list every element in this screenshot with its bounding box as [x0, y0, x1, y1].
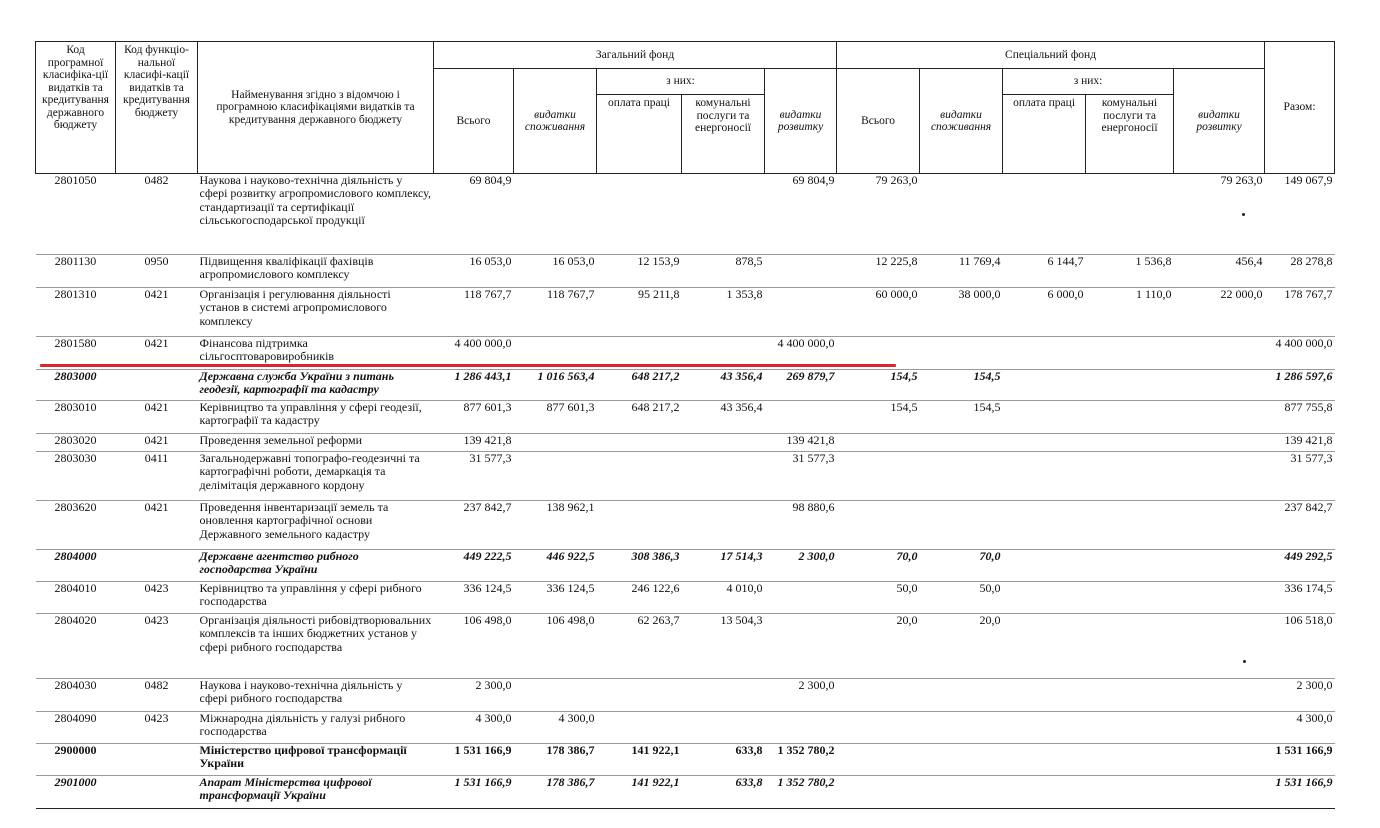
cell-general-utilities [682, 174, 765, 255]
cell-special-salary [1003, 776, 1086, 809]
cell-special-consumption [920, 679, 1003, 712]
cell-name: Загальнодержавні топографо-геодезичні та картографічні роботи, демаркація та делімітація державного кордону [198, 452, 434, 501]
cell-program-code: 2803010 [36, 401, 116, 434]
cell-sum: 4 400 000,0 [1265, 337, 1335, 370]
cell-special-consumption [920, 776, 1003, 809]
cell-name: Організація діяльності рибовідтворювальних комплексів та інших бюджетних установ у сфері рибного господарства [198, 614, 434, 679]
cell-special-consumption [920, 174, 1003, 255]
table-row [36, 401, 1380, 434]
table-row [36, 452, 1380, 501]
cell-special-utilities [1086, 434, 1174, 452]
header-general-fund: Загальний фонд [434, 42, 837, 69]
cell-general-consumption: 118 767,7 [514, 288, 597, 337]
cell-special-total [837, 776, 920, 809]
cell-special-utilities [1086, 776, 1174, 809]
cell-program-code: 2900000 [36, 744, 116, 776]
cell-special-salary [1003, 501, 1086, 550]
cell-general-utilities: 43 356,4 [682, 370, 765, 401]
header-special-salary: оплата праці [1003, 95, 1086, 174]
cell-special-salary [1003, 370, 1086, 401]
cell-special-development [1174, 401, 1265, 434]
cell-sum: 178 767,7 [1265, 288, 1335, 337]
cell-function-code: 0421 [116, 288, 198, 337]
cell-general-total: 1 286 443,1 [434, 370, 514, 401]
cell-special-utilities [1086, 337, 1174, 370]
cell-special-development [1174, 712, 1265, 744]
cell-general-salary: 12 153,9 [597, 255, 682, 288]
cell-name: Державна служба України з питань геодезії, картографії та кадастру [198, 370, 434, 401]
cell-name: Проведення інвентаризації земель та оновлення картографічної основи Державного земельного кадастру [198, 501, 434, 550]
cell-general-consumption [514, 174, 597, 255]
cell-special-development [1174, 550, 1265, 582]
cell-general-development: 4 400 000,0 [765, 337, 837, 370]
table-row [36, 434, 1380, 452]
cell-name: Організація і регулювання діяльності установ в системі агропромислового комплексу [198, 288, 434, 337]
cell-special-salary: 6 000,0 [1003, 288, 1086, 337]
header-function-code: Код функціо-нальної класифі-кації видатків та кредитування бюджету [116, 42, 198, 174]
table-row [36, 744, 1380, 776]
cell-name: Наукова і науково-технічна діяльність у сфері рибного господарства [198, 679, 434, 712]
cell-special-total [837, 434, 920, 452]
cell-name: Фінансова підтримка сільгосптоваровиробників [198, 337, 434, 370]
cell-special-utilities [1086, 550, 1174, 582]
cell-general-development [765, 712, 837, 744]
cell-general-utilities [682, 452, 765, 501]
cell-general-consumption: 138 962,1 [514, 501, 597, 550]
cell-function-code [116, 370, 198, 401]
cell-function-code: 0423 [116, 614, 198, 679]
cell-sum: 877 755,8 [1265, 401, 1335, 434]
cell-general-salary [597, 434, 682, 452]
cell-special-development: 22 000,0 [1174, 288, 1265, 337]
cell-sum: 1 531 166,9 [1265, 744, 1335, 776]
cell-special-total: 79 263,0 [837, 174, 920, 255]
cell-general-total: 1 531 166,9 [434, 776, 514, 809]
header-name: Найменування згідно з відомчою і програмною класифікаціями видатків та кредитування державного бюджету [198, 42, 434, 174]
cell-general-development [765, 288, 837, 337]
cell-sum: 28 278,8 [1265, 255, 1335, 288]
cell-function-code: 0421 [116, 337, 198, 370]
cell-special-development [1174, 337, 1265, 370]
cell-sum: 4 300,0 [1265, 712, 1335, 744]
table-row [36, 679, 1380, 712]
cell-general-utilities [682, 712, 765, 744]
cell-function-code: 0482 [116, 174, 198, 255]
cell-general-development [765, 255, 837, 288]
cell-general-utilities [682, 434, 765, 452]
table-row [36, 550, 1380, 582]
cell-special-development [1174, 501, 1265, 550]
header-general-salary: оплата праці [597, 95, 682, 174]
cell-general-development: 31 577,3 [765, 452, 837, 501]
cell-special-total: 60 000,0 [837, 288, 920, 337]
cell-general-consumption: 1 016 563,4 [514, 370, 597, 401]
cell-special-salary [1003, 337, 1086, 370]
cell-general-total: 877 601,3 [434, 401, 514, 434]
cell-special-utilities [1086, 501, 1174, 550]
cell-special-development [1174, 582, 1265, 614]
cell-sum: 139 421,8 [1265, 434, 1335, 452]
cell-sum: 1 286 597,6 [1265, 370, 1335, 401]
cell-special-salary [1003, 452, 1086, 501]
cell-special-development [1174, 434, 1265, 452]
cell-special-salary [1003, 679, 1086, 712]
cell-general-utilities: 43 356,4 [682, 401, 765, 434]
cell-special-consumption: 20,0 [920, 614, 1003, 679]
cell-special-total [837, 452, 920, 501]
cell-program-code: 2801050 [36, 174, 116, 255]
cell-special-total [837, 501, 920, 550]
header-program-code: Код програмної класифіка-ції видатків та кредитування державного бюджету [36, 42, 116, 174]
cell-general-total: 2 300,0 [434, 679, 514, 712]
table-header [36, 42, 1380, 174]
cell-program-code: 2803620 [36, 501, 116, 550]
cell-special-consumption [920, 337, 1003, 370]
cell-special-salary [1003, 614, 1086, 679]
cell-special-total [837, 679, 920, 712]
cell-function-code: 0950 [116, 255, 198, 288]
cell-general-consumption: 106 498,0 [514, 614, 597, 679]
cell-special-salary [1003, 712, 1086, 744]
cell-general-total: 1 531 166,9 [434, 744, 514, 776]
cell-function-code: 0421 [116, 501, 198, 550]
header-general-consumption: видатки споживання [514, 69, 597, 174]
cell-sum: 449 292,5 [1265, 550, 1335, 582]
cell-special-development [1174, 679, 1265, 712]
cell-special-consumption: 154,5 [920, 401, 1003, 434]
cell-general-development [765, 401, 837, 434]
cell-general-salary: 95 211,8 [597, 288, 682, 337]
table-row [36, 582, 1380, 614]
cell-program-code: 2803000 [36, 370, 116, 401]
cell-special-development [1174, 370, 1265, 401]
cell-special-development: 456,4 [1174, 255, 1265, 288]
cell-sum: 106 518,0 [1265, 614, 1335, 679]
cell-program-code: 2804000 [36, 550, 116, 582]
table-row [36, 255, 1380, 288]
cell-program-code: 2801580 [36, 337, 116, 370]
header-special-of-which: з них: [1003, 69, 1174, 95]
table-row [36, 776, 1380, 809]
cell-general-total: 449 222,5 [434, 550, 514, 582]
cell-general-utilities: 633,8 [682, 776, 765, 809]
cell-general-consumption: 4 300,0 [514, 712, 597, 744]
cell-special-utilities [1086, 712, 1174, 744]
cell-general-consumption [514, 434, 597, 452]
cell-special-total: 12 225,8 [837, 255, 920, 288]
cell-special-salary [1003, 744, 1086, 776]
cell-special-consumption [920, 744, 1003, 776]
cell-name: Державне агентство рибного господарства України [198, 550, 434, 582]
cell-special-utilities [1086, 614, 1174, 679]
cell-general-utilities: 633,8 [682, 744, 765, 776]
cell-general-salary: 648 217,2 [597, 401, 682, 434]
red-underline-mark [40, 364, 896, 367]
cell-general-development [765, 614, 837, 679]
cell-special-salary [1003, 174, 1086, 255]
cell-general-total: 336 124,5 [434, 582, 514, 614]
cell-special-consumption: 11 769,4 [920, 255, 1003, 288]
cell-name: Підвищення кваліфікації фахівців агропромислового комплексу [198, 255, 434, 288]
cell-general-salary: 62 263,7 [597, 614, 682, 679]
cell-special-utilities [1086, 582, 1174, 614]
cell-special-development [1174, 744, 1265, 776]
cell-function-code: 0411 [116, 452, 198, 501]
cell-name: Наукова і науково-технічна діяльність у сфері розвитку агропромислового комплексу, стандартизації та сертифікації сільськогосподарської продукції [198, 174, 434, 255]
cell-special-development [1174, 776, 1265, 809]
cell-sum: 31 577,3 [1265, 452, 1335, 501]
cell-special-utilities [1086, 174, 1174, 255]
cell-general-salary [597, 712, 682, 744]
cell-special-consumption: 70,0 [920, 550, 1003, 582]
table-body [36, 174, 1380, 809]
table-row [36, 501, 1380, 550]
cell-general-consumption: 446 922,5 [514, 550, 597, 582]
cell-general-development: 1 352 780,2 [765, 744, 837, 776]
cell-special-development: 79 263,0 [1174, 174, 1265, 255]
cell-general-consumption [514, 679, 597, 712]
cell-general-total: 16 053,0 [434, 255, 514, 288]
cell-special-total: 154,5 [837, 370, 920, 401]
cell-general-salary: 246 122,6 [597, 582, 682, 614]
cell-general-utilities [682, 501, 765, 550]
cell-special-total [837, 744, 920, 776]
cell-general-total: 69 804,9 [434, 174, 514, 255]
table-row [36, 370, 1380, 401]
cell-name: Проведення земельної реформи [198, 434, 434, 452]
cell-general-total: 118 767,7 [434, 288, 514, 337]
cell-special-utilities: 1 536,8 [1086, 255, 1174, 288]
cell-general-utilities: 13 504,3 [682, 614, 765, 679]
table-row [36, 614, 1380, 679]
cell-general-utilities [682, 679, 765, 712]
cell-general-utilities: 17 514,3 [682, 550, 765, 582]
table-row [36, 174, 1380, 255]
cell-general-total: 237 842,7 [434, 501, 514, 550]
cell-special-utilities [1086, 370, 1174, 401]
cell-special-utilities [1086, 679, 1174, 712]
cell-special-salary [1003, 550, 1086, 582]
cell-special-development [1174, 452, 1265, 501]
cell-general-development: 269 879,7 [765, 370, 837, 401]
cell-program-code: 2901000 [36, 776, 116, 809]
cell-program-code: 2804030 [36, 679, 116, 712]
cell-general-total: 31 577,3 [434, 452, 514, 501]
table-row [36, 288, 1380, 337]
header-general-development: видатки розвитку [765, 69, 837, 174]
cell-general-total: 4 400 000,0 [434, 337, 514, 370]
cell-function-code [116, 550, 198, 582]
cell-program-code: 2801310 [36, 288, 116, 337]
cell-special-salary [1003, 434, 1086, 452]
table-row [36, 712, 1380, 744]
cell-general-development: 139 421,8 [765, 434, 837, 452]
cell-sum: 2 300,0 [1265, 679, 1335, 712]
cell-special-consumption [920, 501, 1003, 550]
cell-special-total: 70,0 [837, 550, 920, 582]
cell-special-consumption: 50,0 [920, 582, 1003, 614]
cell-special-total [837, 712, 920, 744]
cell-function-code: 0423 [116, 582, 198, 614]
cell-special-utilities [1086, 452, 1174, 501]
cell-sum: 149 067,9 [1265, 174, 1335, 255]
cell-program-code: 2804010 [36, 582, 116, 614]
cell-general-salary [597, 679, 682, 712]
cell-special-consumption [920, 712, 1003, 744]
cell-special-consumption: 38 000,0 [920, 288, 1003, 337]
cell-general-total: 106 498,0 [434, 614, 514, 679]
cell-general-consumption: 178 386,7 [514, 776, 597, 809]
cell-sum: 336 174,5 [1265, 582, 1335, 614]
cell-special-consumption [920, 434, 1003, 452]
header-special-consumption: видатки споживання [920, 69, 1003, 174]
cell-general-development: 2 300,0 [765, 550, 837, 582]
header-general-utilities: комунальні послуги та енергоносії [682, 95, 765, 174]
header-general-total: Всього [434, 69, 514, 174]
cell-general-consumption: 16 053,0 [514, 255, 597, 288]
cell-special-total: 50,0 [837, 582, 920, 614]
cell-general-salary: 141 922,1 [597, 776, 682, 809]
cell-general-development: 1 352 780,2 [765, 776, 837, 809]
cell-function-code: 0482 [116, 679, 198, 712]
cell-special-salary: 6 144,7 [1003, 255, 1086, 288]
cell-general-consumption: 178 386,7 [514, 744, 597, 776]
header-special-fund: Спеціальний фонд [837, 42, 1265, 69]
cell-special-total: 154,5 [837, 401, 920, 434]
cell-function-code [116, 744, 198, 776]
cell-general-development: 98 880,6 [765, 501, 837, 550]
cell-function-code: 0421 [116, 434, 198, 452]
cell-name: Апарат Міністерства цифрової трансформації України [198, 776, 434, 809]
cell-function-code [116, 776, 198, 809]
cell-sum: 237 842,7 [1265, 501, 1335, 550]
header-special-utilities: комунальні послуги та енергоносії [1086, 95, 1174, 174]
header-sum: Разом: [1265, 42, 1335, 174]
cell-general-utilities: 878,5 [682, 255, 765, 288]
cell-name: Керівництво та управління у сфері рибного господарства [198, 582, 434, 614]
cell-general-total: 4 300,0 [434, 712, 514, 744]
cell-general-salary [597, 174, 682, 255]
cell-general-development [765, 582, 837, 614]
cell-program-code: 2801130 [36, 255, 116, 288]
cell-function-code: 0423 [116, 712, 198, 744]
cell-general-salary [597, 501, 682, 550]
cell-program-code: 2803030 [36, 452, 116, 501]
cell-special-consumption: 154,5 [920, 370, 1003, 401]
cell-sum: 1 531 166,9 [1265, 776, 1335, 809]
cell-general-total: 139 421,8 [434, 434, 514, 452]
cell-general-salary: 308 386,3 [597, 550, 682, 582]
cell-special-salary [1003, 582, 1086, 614]
cell-name: Міністерство цифрової трансформації України [198, 744, 434, 776]
header-general-of-which: з них: [597, 69, 765, 95]
cell-special-utilities [1086, 744, 1174, 776]
cell-name: Міжнародна діяльність у галузі рибного господарства [198, 712, 434, 744]
cell-special-total: 20,0 [837, 614, 920, 679]
scan-dot-mark [1242, 213, 1245, 216]
cell-special-consumption [920, 452, 1003, 501]
cell-name: Керівництво та управління у сфері геодезії, картографії та кадастру [198, 401, 434, 434]
scan-dot-mark [1243, 660, 1246, 663]
cell-general-salary: 141 922,1 [597, 744, 682, 776]
cell-general-salary [597, 452, 682, 501]
header-special-total: Всього [837, 69, 920, 174]
cell-program-code: 2804020 [36, 614, 116, 679]
cell-general-utilities: 4 010,0 [682, 582, 765, 614]
budget-table [35, 41, 1380, 809]
cell-general-consumption [514, 452, 597, 501]
cell-special-utilities [1086, 401, 1174, 434]
cell-general-consumption: 877 601,3 [514, 401, 597, 434]
cell-general-utilities: 1 353,8 [682, 288, 765, 337]
cell-program-code: 2804090 [36, 712, 116, 744]
cell-function-code: 0421 [116, 401, 198, 434]
cell-special-utilities: 1 110,0 [1086, 288, 1174, 337]
cell-program-code: 2803020 [36, 434, 116, 452]
cell-general-consumption: 336 124,5 [514, 582, 597, 614]
cell-special-salary [1003, 401, 1086, 434]
header-special-development: видатки розвитку [1174, 69, 1265, 174]
cell-special-development [1174, 614, 1265, 679]
cell-general-development: 69 804,9 [765, 174, 837, 255]
cell-general-development: 2 300,0 [765, 679, 837, 712]
cell-general-salary: 648 217,2 [597, 370, 682, 401]
